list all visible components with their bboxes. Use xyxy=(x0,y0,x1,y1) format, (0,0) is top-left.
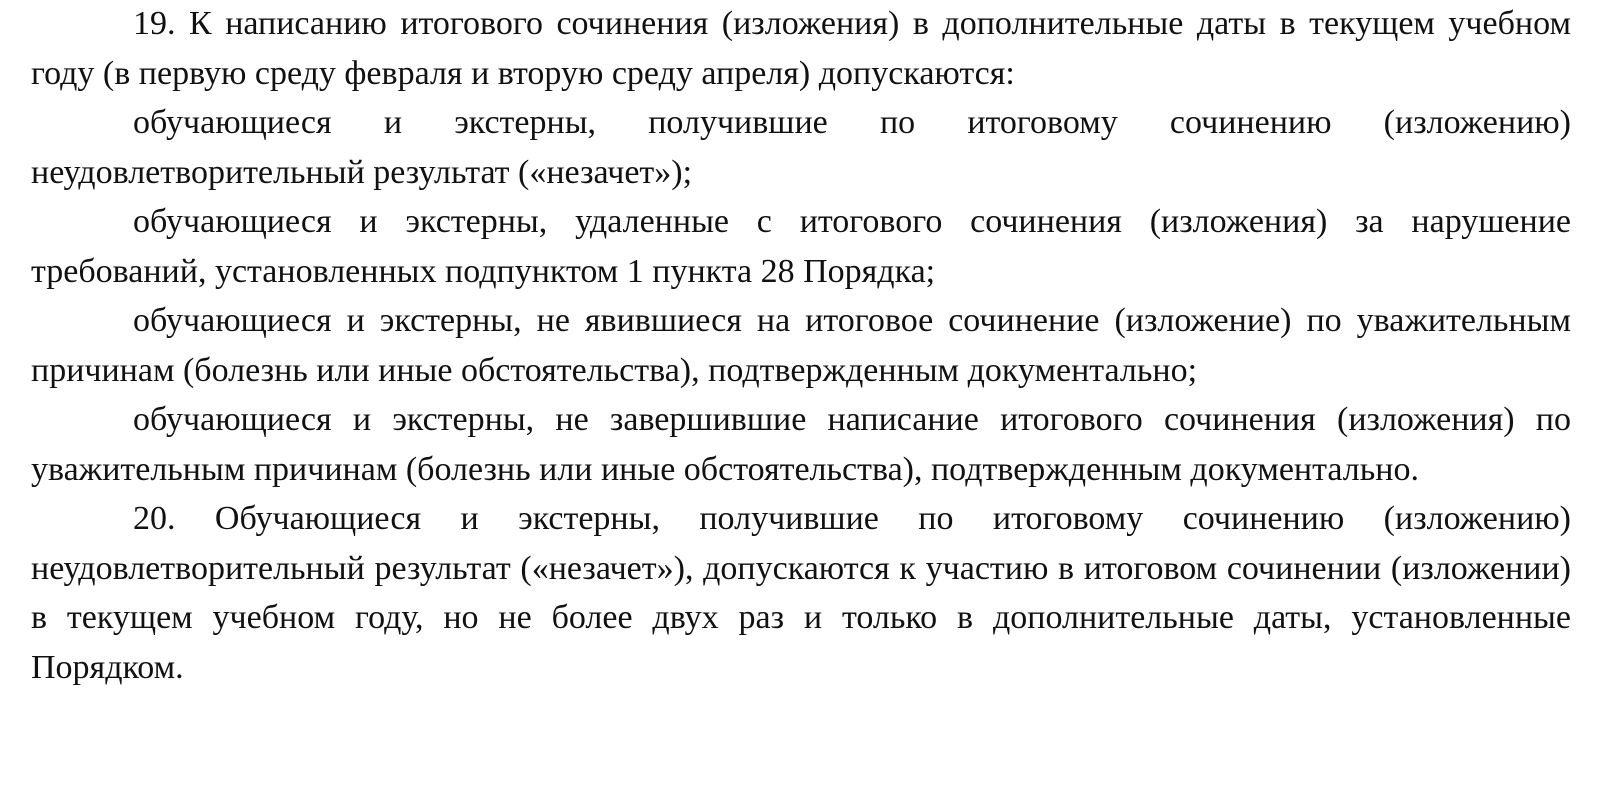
paragraph-list-item-not-completed: обучающиеся и экстерны, не завершившие написание итогового сочинения (изложения) по уважительным причинам (болезнь или иные обстоятельства), подтвержденным документально. xyxy=(31,401,1571,488)
document-page xyxy=(31,0,1571,803)
paragraph-list-item-removed: обучающиеся и экстерны, удаленные с итогового сочинения (изложения) за нарушение требований, установленных подпунктом 1 пункта 28 Порядка; xyxy=(31,203,1571,290)
paragraph-19-intro: 19. К написанию итогового сочинения (изложения) в дополнительные даты в текущем учебном году (в первую среду февраля и вторую среду апреля) допускаются: xyxy=(31,5,1571,92)
paragraph-20: 20. Обучающиеся и экстерны, получившие по итоговому сочинению (изложению) неудовлетворительный результат («незачет»), допускаются к участию в итоговом сочинении (изложении) в текущем учебном году, но не более двух раз и только в дополнительные даты, установленные Порядком. xyxy=(31,500,1571,686)
paragraph-list-item-absent: обучающиеся и экстерны, не явившиеся на итоговое сочинение (изложение) по уважительным причинам (болезнь или иные обстоятельства), подтвержденным документально; xyxy=(31,302,1571,389)
paragraph-list-item-failed: обучающиеся и экстерны, получившие по итоговому сочинению (изложению) неудовлетворительный результат («незачет»); xyxy=(31,104,1571,191)
